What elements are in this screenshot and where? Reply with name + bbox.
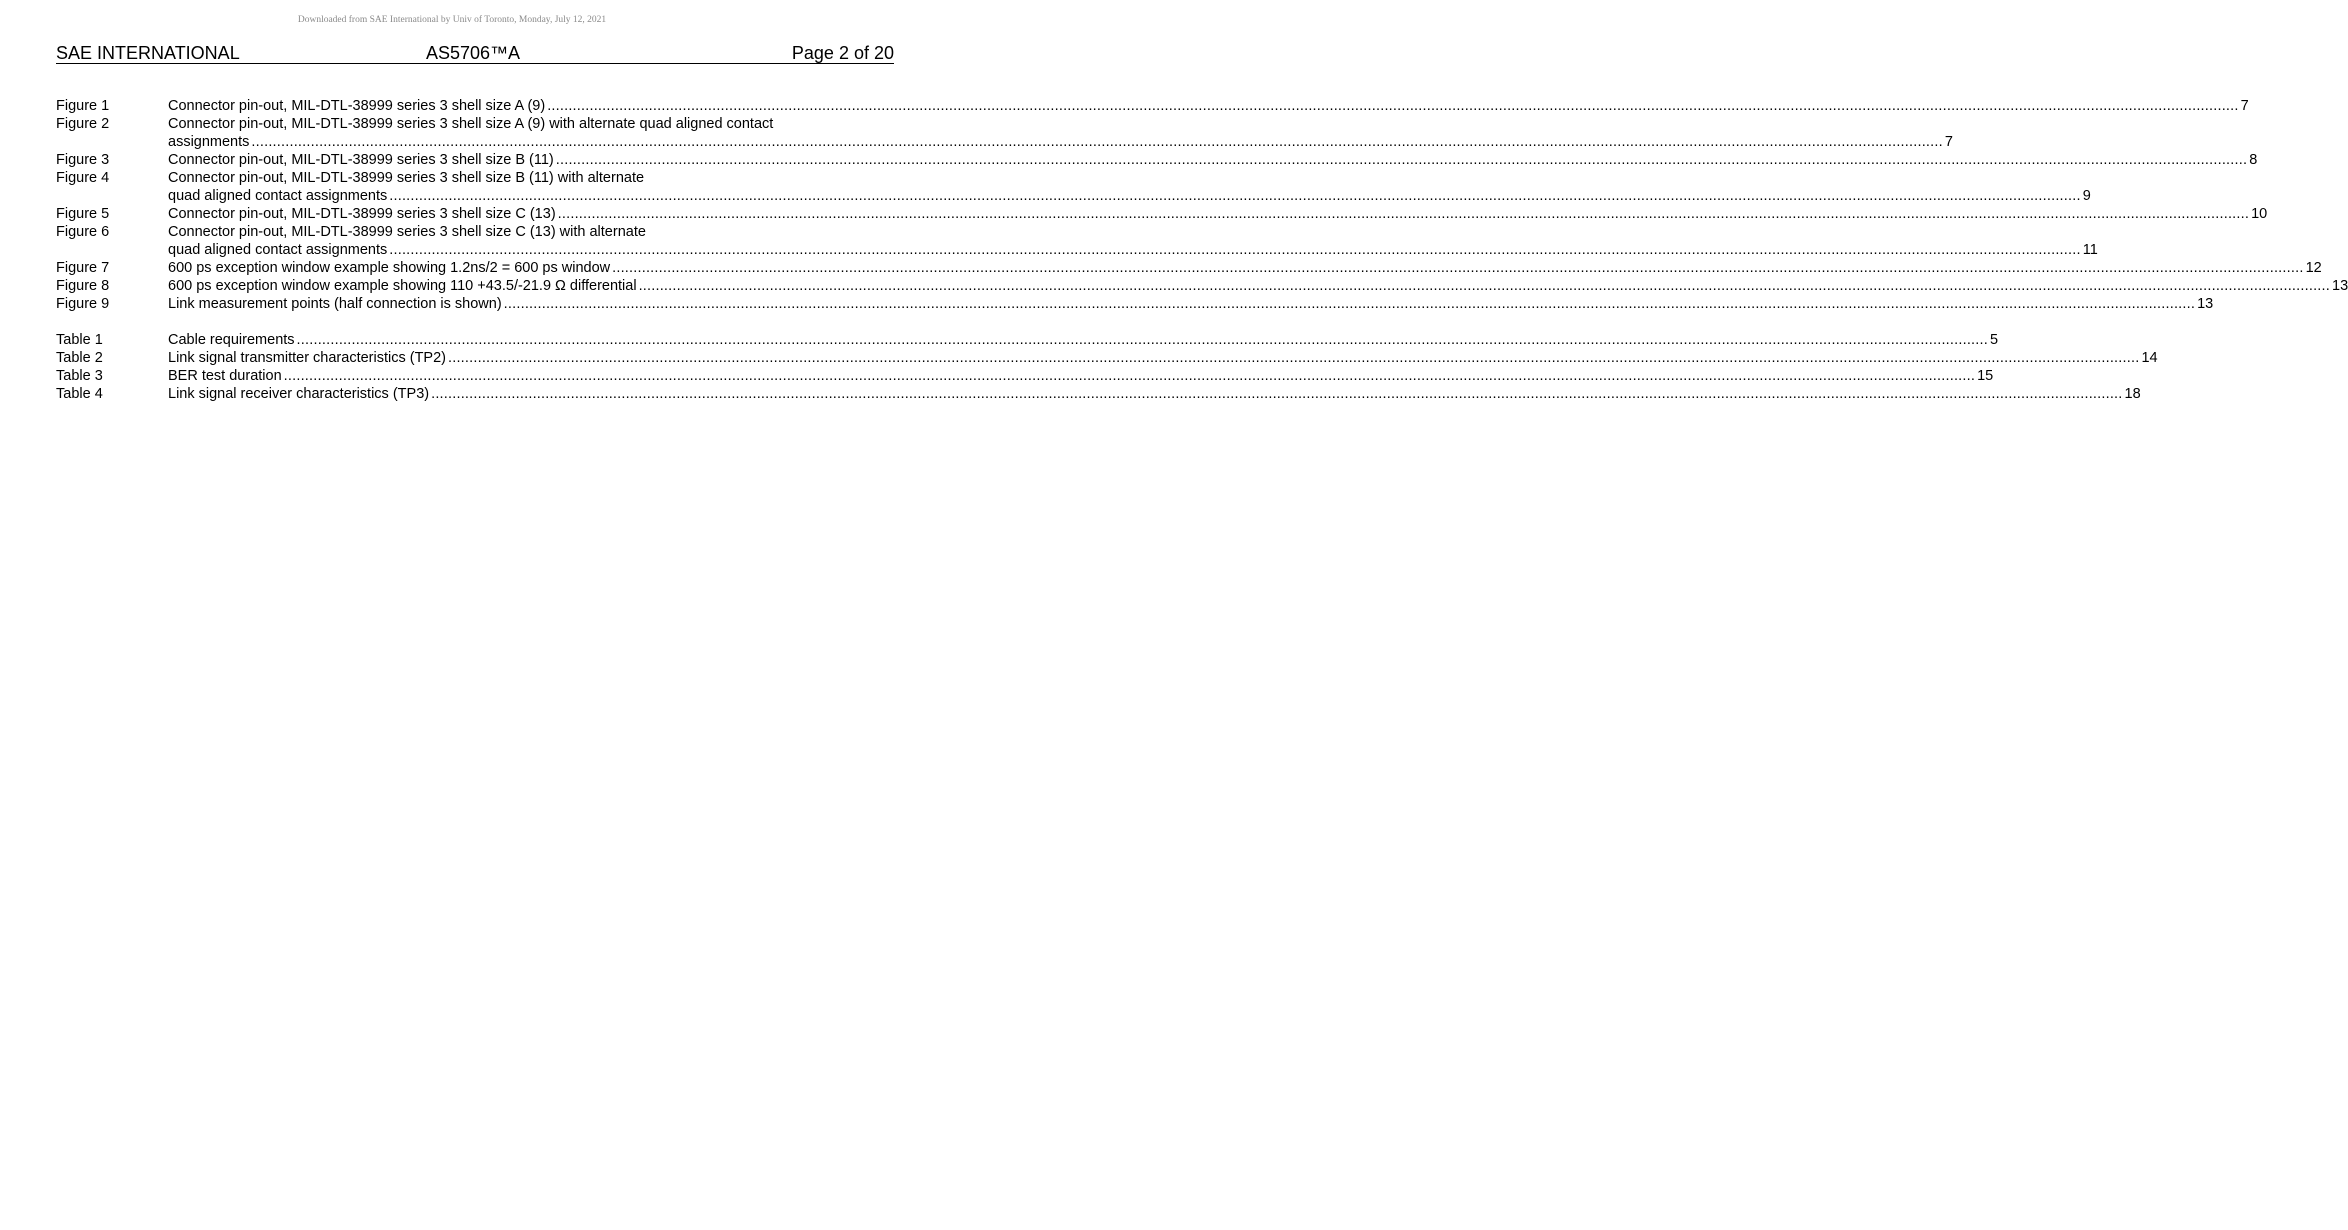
figure-label: Figure 3 (56, 152, 110, 168)
figure-title-line (168, 187, 2091, 205)
figure-title (168, 259, 2322, 277)
dot-leader: ................................................................................................................................................................................................................................................................................................................................................................................................................ (547, 98, 2239, 114)
list-of-tables (56, 331, 2158, 403)
list-of-figures-and-tables (56, 97, 2348, 403)
figure-title-text: Connector pin-out, MIL-DTL-38999 series 3 shell size A (9) (168, 98, 546, 114)
table-title-text: Link signal receiver characteristics (TP3) (168, 386, 430, 402)
figure-entry[interactable] (56, 259, 2322, 277)
table-page-number: 14 (2141, 350, 2158, 366)
dot-leader: ................................................................................................................................................................................................................................................................................................................................................................................................................ (283, 368, 1976, 384)
dot-leader: ................................................................................................................................................................................................................................................................................................................................................................................................................ (431, 386, 2123, 402)
figure-title (168, 205, 2268, 223)
figure-title (168, 277, 2348, 295)
table-page-number: 15 (1977, 368, 1994, 384)
figure-page-number: 8 (2249, 152, 2258, 168)
figure-title-text: quad aligned contact assignments (168, 188, 388, 204)
table-entry[interactable] (56, 349, 2158, 367)
figure-title-line (168, 151, 2258, 169)
figure-title-text: quad aligned contact assignments (168, 242, 388, 258)
table-label: Table 3 (56, 368, 103, 384)
table-title-text: Cable requirements (168, 332, 295, 348)
figure-entry[interactable] (56, 151, 2258, 169)
dot-leader: ................................................................................................................................................................................................................................................................................................................................................................................................................ (612, 260, 2304, 276)
figure-label: Figure 7 (56, 260, 110, 276)
table-title (168, 385, 2141, 403)
table-title (168, 349, 2158, 367)
figure-title-line (168, 295, 2214, 313)
figure-title-text: Link measurement points (half connection is shown) (168, 296, 502, 312)
table-entry[interactable] (56, 385, 2141, 403)
header-page-number: Page 2 of 20 (791, 43, 894, 63)
dot-leader: ................................................................................................................................................................................................................................................................................................................................................................................................................ (389, 188, 2081, 204)
figure-label: Figure 2 (56, 116, 110, 132)
table-page-number: 18 (2124, 386, 2141, 402)
dot-leader: ................................................................................................................................................................................................................................................................................................................................................................................................................ (555, 152, 2248, 168)
figure-title-line (168, 241, 2098, 259)
figure-label: Figure 1 (56, 98, 110, 114)
header-doc-id: AS5706™A (426, 43, 521, 63)
figure-page-number: 11 (2082, 242, 2098, 258)
figure-page-number: 7 (2240, 98, 2249, 114)
header-org: SAE INTERNATIONAL (56, 43, 240, 63)
figure-title-text: assignments (168, 134, 250, 150)
figure-label: Figure 9 (56, 296, 110, 312)
figure-page-number: 10 (2251, 206, 2268, 222)
dot-leader: ................................................................................................................................................................................................................................................................................................................................................................................................................ (557, 206, 2250, 222)
table-title-text: Link signal transmitter characteristics (TP2) (168, 350, 446, 366)
table-label: Table 1 (56, 332, 103, 348)
figure-title (168, 97, 2249, 115)
figure-title-line (168, 133, 1953, 151)
table-label: Table 2 (56, 350, 103, 366)
figure-title (168, 115, 1953, 151)
figure-title-line (168, 205, 2268, 223)
figure-entry[interactable] (56, 205, 2268, 223)
dot-leader: ................................................................................................................................................................................................................................................................................................................................................................................................................ (296, 332, 1988, 348)
figure-label: Figure 6 (56, 224, 110, 240)
figure-title-line (168, 277, 2348, 295)
figure-entry[interactable] (56, 97, 2249, 115)
table-title-line (168, 349, 2158, 367)
table-title (168, 331, 1999, 349)
list-of-figures (56, 97, 2348, 313)
dot-leader: ................................................................................................................................................................................................................................................................................................................................................................................................................ (448, 350, 2140, 366)
dot-leader: ................................................................................................................................................................................................................................................................................................................................................................................................................ (389, 242, 2081, 258)
figure-title (168, 169, 2091, 205)
figure-page-number: 12 (2305, 260, 2322, 276)
download-watermark: Downloaded from SAE International by Univ of Toronto, Monday, July 12, 2021 (297, 15, 607, 25)
figure-title-text: 600 ps exception window example showing 110 +43.5/-21.9 Ω differential (168, 278, 637, 294)
figure-entry[interactable] (56, 223, 2098, 259)
figure-title-text: Connector pin-out, MIL-DTL-38999 series 3 shell size B (11) (168, 152, 554, 168)
figure-page-number: 9 (2082, 188, 2091, 204)
table-page-number: 5 (1989, 332, 1999, 348)
table-entry[interactable] (56, 367, 1994, 385)
table-label: Table 4 (56, 386, 103, 402)
table-title-text: BER test duration (168, 368, 282, 384)
figure-entry[interactable] (56, 169, 2091, 205)
figure-label: Figure 5 (56, 206, 110, 222)
dot-leader: ................................................................................................................................................................................................................................................................................................................................................................................................................ (638, 278, 2330, 294)
dot-leader: ................................................................................................................................................................................................................................................................................................................................................................................................................ (251, 134, 1943, 150)
figure-title-text: 600 ps exception window example showing 1.2ns/2 = 600 ps window (168, 260, 611, 276)
figure-title (168, 151, 2258, 169)
figure-page-number: 7 (1944, 134, 1953, 150)
figure-entry[interactable] (56, 115, 1953, 151)
table-title-line (168, 367, 1994, 385)
figure-title (168, 295, 2214, 313)
figure-entry[interactable] (56, 295, 2214, 313)
figure-title (168, 223, 2098, 259)
figure-title-line: Connector pin-out, MIL-DTL-38999 series 3 shell size C (13) with alternate (168, 224, 646, 240)
figure-label: Figure 4 (56, 170, 110, 186)
dot-leader: ................................................................................................................................................................................................................................................................................................................................................................................................................ (503, 296, 2196, 312)
figure-page-number: 13 (2332, 278, 2348, 294)
table-entry[interactable] (56, 331, 1999, 349)
figure-entry[interactable] (56, 277, 2348, 295)
figure-label: Figure 8 (56, 278, 110, 294)
figure-title-line (168, 97, 2249, 115)
figure-title-line: Connector pin-out, MIL-DTL-38999 series 3 shell size A (9) with alternate quad aligned contact (168, 116, 774, 132)
figure-page-number: 13 (2197, 296, 2214, 312)
section-spacer (56, 313, 894, 331)
table-title-line (168, 331, 1999, 349)
figure-title-text: Connector pin-out, MIL-DTL-38999 series 3 shell size C (13) (168, 206, 556, 222)
page-header (56, 43, 894, 64)
figure-title-line: Connector pin-out, MIL-DTL-38999 series 3 shell size B (11) with alternate (168, 170, 645, 186)
figure-title-line (168, 259, 2322, 277)
table-title (168, 367, 1994, 385)
table-title-line (168, 385, 2141, 403)
